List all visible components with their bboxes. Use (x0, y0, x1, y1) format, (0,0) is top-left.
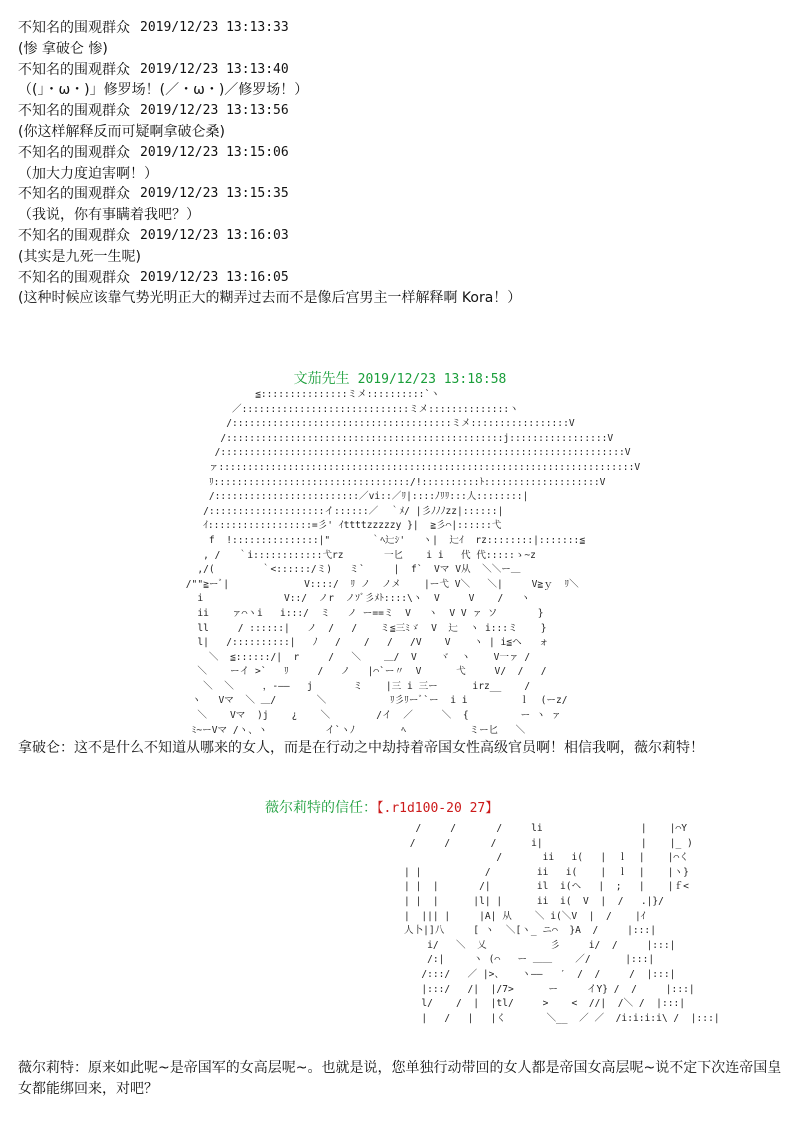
post-header (0, 368, 800, 388)
chat-header (18, 226, 788, 247)
chat-log (18, 18, 788, 309)
timestamp: 2019/12/23 13:13:33 (140, 20, 289, 35)
username: 不知名的围观群众 (18, 61, 130, 78)
chat-header (18, 101, 788, 122)
post-timestamp: 2019/12/23 13:18:58 (357, 372, 507, 387)
username: 不知名的围观群众 (18, 269, 130, 286)
chat-message: （加大力度迫害啊！） (18, 165, 158, 182)
chat-header (18, 18, 788, 39)
username: 不知名的围观群众 (18, 227, 130, 244)
timestamp: 2019/12/23 13:15:06 (140, 144, 289, 160)
ascii-art-character: / / / li | |⌒Y / / / i| | |_ ) / ii i( | ｌ | |⌒く | | / ii i( | ｌ | |ヽ} | | | /| il i(ヘ | ; | |ｆ< | | | |l| | ii i( V | / .|}/ | ||| | |A| 从 ＼ i(＼V | / |ｲ 人卜|]八 [ ヽ ＼[ヽ_ ニ⌒ }A / |:::| i/ ＼ 乂 彡 i/ / |:::| /:| ヽ (⌒ ー ＿＿ ／/ |:::| /:::/ ／ |>、 ヽ—— ′ / / / |:::| |:::/ /| |/7> ー イY} / / |:::| l/ / | |tl/ > < //| /＼ / |:::| | / | |く ＼__ ／ ／ /i:i:i:i\ / |:::| (404, 823, 720, 1024)
chat-message: (惨 拿破仑 惨) (18, 40, 108, 57)
username: 不知名的围观群众 (18, 144, 130, 161)
chat-header (18, 143, 788, 164)
username: 不知名的围观群众 (18, 20, 130, 36)
username: 不知名的围观群众 (18, 186, 130, 203)
chat-header (18, 184, 788, 205)
timestamp: 2019/12/23 13:16:05 (140, 269, 289, 285)
ascii-art-figure: ≦:::::::::::::::ミメ::::::::::`ヽ ／:::::::::::::::::::::::::::::ミメ::::::::::::::ヽ /::::::::::::::::::::::::::::::::::::::ミメ:::::::::::::::::V /::::::::::::::::::::::::::::::::::::::::::::::::j:::::::::::::::::V /::::::::::::::::::::::::::::::::::::::::::::::::::::::::::::::::::::::V ァ::::::::::::::::::::::::::::::::::::::::::::::::::::::::::::::::::::::::V ﾘ::::::::::::::::::::::::::::::::::/!::::::::::ﾄ::::::::::::::::::::V /:::::::::::::::::::::::::／vi::／ﾘ|::::ﾉﾘﾘ:::人::::::::| /::::::::::::::::::::イ::::::／ ｀ﾒ/ |彡ﾉﾉﾉzz|::::::| ｲ::::::::::::::::::=彡' ｲttttzzzzzy }| ≧彡⌒|::::::弋 f !:::::::::::::::|" ｀ﾍ辷ｼ' ヽ| 辷ｲ rz::::::::|:::::::≦ , / ｀i::::::::::::弋rz 一匕 i i 代 代:::::ゝ~z ,/( ｀<::::::/ミ) ミ` | f` Vマ V从 ＼＼ー＿ /""≧ーﾞ| V::::/ ﾘ ノ ノメ |ー弋 V＼ ＼| V≧ｙ ﾘ＼ i V::/ ノr ノｿﾞ彡ﾒﾄ::::\ヽ V V / ヽ ii ァ⌒ヽi i:::/ ミ ノ ー==ミ V ヽ V V ァ ソ } ll / ::::::| ノ / / ミ≦三ﾐゞ V 辷 ヽ i:::ミ } l| /::::::::::| ﾉ / / / /V V ヽ | i≦ヘ ォ ＼ ≦::::::/| r / ＼ ＿/ V ヾ ヽ V一ァ / ＼ ーイ >` ﾘ / ノ |⌒`ー〃 V 弋 V/ / / ＼ ＼ ，-—— j ミ |三 i 三ー irz__ / ヽ Vマ ＼ ＿/ ＼ ﾘ彡ﾘーﾞ`ー i i ｌ (ーz/ ＼ Vマ )j ¿ ＼ /イ ／ ＼ { ー ヽ ァ ﾐ~ーVマ /ヽ、ヽ イ`ヽﾉ ﾍ ミー匕 ＼ (185, 389, 641, 736)
chat-message: (你这样解释反而可疑啊拿破仑桑) (18, 123, 225, 140)
narration-text: 拿破仑：这不是什么不知道从哪来的女人，而是在行动之中劫持着帝国女性高级官员啊！相信我啊，薇尔莉特！ (18, 740, 704, 756)
timestamp: 2019/12/23 13:15:35 (140, 186, 289, 202)
timestamp: 2019/12/23 13:13:40 (140, 61, 289, 77)
username: 不知名的围观群众 (18, 103, 130, 120)
trust-label: 薇尔莉特的信任： (265, 800, 377, 816)
timestamp: 2019/12/23 13:13:56 (140, 103, 289, 119)
trust-roll (265, 797, 498, 817)
timestamp: 2019/12/23 13:16:03 (140, 227, 289, 243)
chat-message: （我说，你有事瞒着我吧？） (18, 207, 200, 224)
chat-message: (其实是九死一生呢) (18, 248, 141, 265)
chat-message: （(」・ω・)」修罗场！(／・ω・)／修罗场！） (18, 82, 309, 99)
chat-header (18, 268, 788, 289)
chat-header (18, 60, 788, 81)
post-author: 文茄先生 (293, 371, 350, 387)
dice-roll: 【.r1d100-20 27】 (377, 801, 499, 816)
chat-message: (这种时候应该靠气势光明正大的糊弄过去而不是像后宫男主一样解释啊 Kora！） (18, 290, 522, 307)
narration-text: 薇尔莉特：原来如此呢~是帝国军的女高层呢~。也就是说，您单独行动带回的女人都是帝国女高层呢~说不定下次连帝国皇女都能绑回来，对吧？ (18, 1060, 782, 1097)
